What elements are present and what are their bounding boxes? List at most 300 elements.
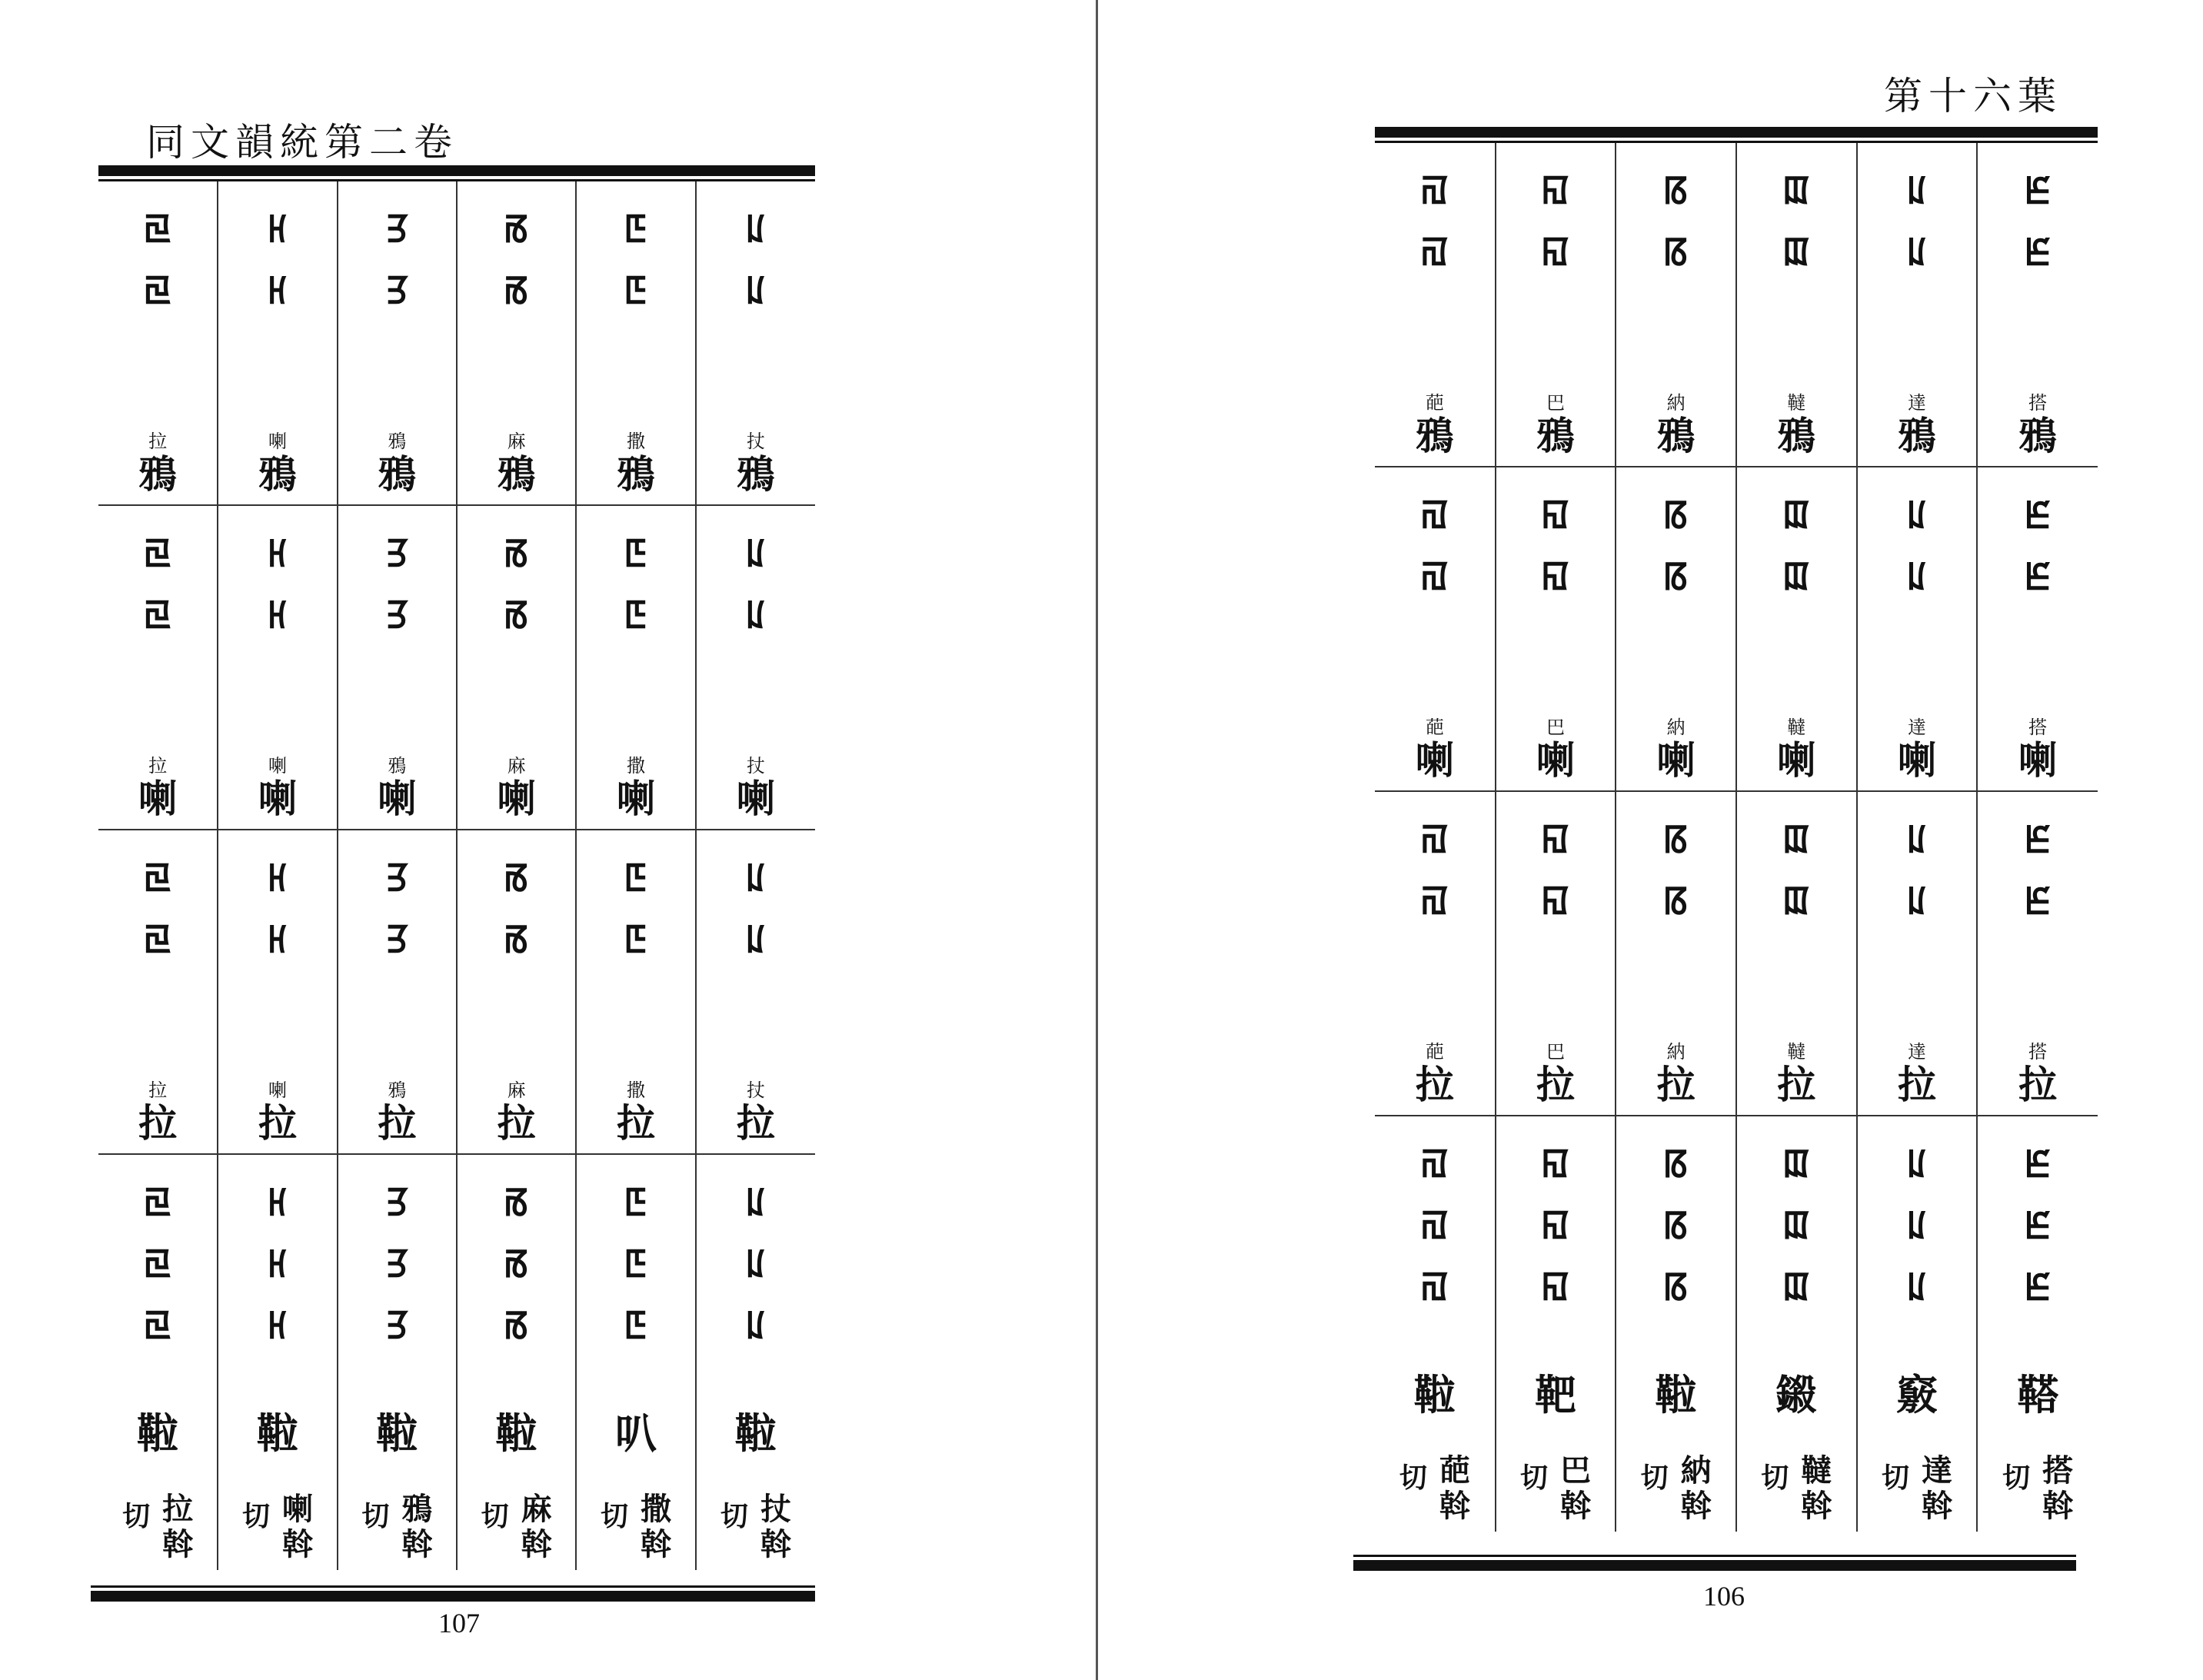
grid-row: [1375, 791, 2098, 1116]
gloss-initial: 鴉: [388, 431, 407, 452]
phagspa-glyph: ꡊ: [746, 206, 766, 249]
script-glyph: ꡘ: [268, 1241, 288, 1284]
gloss-initial: 拉: [148, 755, 168, 777]
manchu-glyph: ꡊ: [746, 917, 766, 960]
script-glyph: ꡋ: [1663, 1203, 1689, 1246]
grid-cell: [696, 1154, 815, 1570]
gloss-initial: 扙: [746, 431, 765, 452]
phagspa-glyph: ꡈ: [2025, 817, 2051, 860]
gloss-syllable: 喇: [497, 776, 536, 821]
qie-label: 切: [600, 1500, 628, 1532]
gloss-syllable: 喇: [258, 776, 297, 821]
phagspa-glyph: ꡙ: [144, 206, 172, 249]
fanqie-char: 斡: [1921, 1488, 1952, 1524]
grid-cell: [1375, 791, 1496, 1116]
gloss-initial: 達: [1907, 1041, 1926, 1063]
composite-character: 鞡: [734, 1409, 777, 1458]
manchu-glyph: ꡙ: [144, 268, 172, 311]
gloss-initial: 扙: [746, 1080, 765, 1101]
manchu-glyph: ꡊ: [1907, 229, 1927, 272]
gloss-initial: 鴉: [388, 1080, 407, 1101]
grid-row: [1375, 143, 2098, 467]
gloss-syllable: 拉: [1415, 1062, 1454, 1107]
gloss-syllable: 喇: [2018, 737, 2058, 783]
grid-cell: [1977, 143, 2098, 467]
phagspa-glyph: ꡊ: [1907, 168, 1927, 211]
manchu-glyph: ꡈ: [2025, 229, 2051, 272]
gloss-initial: 搭: [2028, 392, 2048, 414]
grid-cell: [1496, 791, 1616, 1116]
manchu-glyph: ꡇ: [624, 268, 647, 311]
gloss-syllable: 拉: [1536, 1062, 1575, 1107]
gloss-initial: 葩: [1425, 1041, 1444, 1063]
manchu-glyph: ꡌ: [1420, 878, 1449, 921]
fanqie-char: 斡: [1439, 1488, 1470, 1524]
fanqie-char: 斡: [401, 1526, 433, 1562]
gloss-syllable: 拉: [736, 1100, 775, 1146]
grid-cell: [98, 830, 218, 1154]
gloss-syllable: 鴉: [2018, 413, 2058, 458]
composite-character: 靶: [1534, 1370, 1576, 1419]
fanqie-annotation: [218, 1492, 336, 1562]
phagspa-glyph: ꡎ: [1541, 817, 1570, 860]
phagspa-glyph: ꡋ: [1663, 168, 1689, 211]
gloss-initial: 撒: [626, 755, 645, 777]
gloss-syllable: 拉: [497, 1100, 536, 1146]
script-glyph: ꡗ: [386, 1241, 408, 1284]
grid-row: [98, 830, 815, 1154]
composite-character: 鎩: [1775, 1370, 1818, 1419]
script-glyph: ꡈ: [2025, 1264, 2051, 1307]
composite-character: 鞡: [1413, 1370, 1456, 1419]
script-glyph: ꡎ: [1541, 1264, 1570, 1307]
qie-label: 切: [361, 1500, 390, 1532]
gloss-syllable: 喇: [1415, 737, 1454, 783]
manchu-glyph: ꡘ: [268, 268, 288, 311]
fanqie-char: 扙: [760, 1491, 791, 1527]
grid-row: [98, 1154, 815, 1570]
gloss-initial: 葩: [1425, 392, 1444, 414]
bottom-rule: [91, 1585, 815, 1602]
manchu-glyph: ꡉ: [1782, 229, 1810, 272]
syllable-table: [1375, 127, 2098, 1532]
phagspa-glyph: ꡋ: [1663, 492, 1689, 535]
script-glyph: ꡘ: [268, 1302, 288, 1346]
manchu-glyph: ꡌ: [1420, 554, 1449, 597]
phagspa-glyph: ꡉ: [1782, 492, 1810, 535]
gloss-initial: 麻: [507, 755, 526, 777]
manchu-glyph: ꡏ: [504, 592, 529, 635]
gloss-initial: 撒: [626, 431, 645, 452]
gloss-syllable: 喇: [616, 776, 655, 821]
script-glyph: ꡘ: [268, 1179, 288, 1223]
phagspa-glyph: ꡘ: [268, 206, 288, 249]
manchu-glyph: ꡏ: [504, 268, 529, 311]
grid-cell: [218, 830, 337, 1154]
script-glyph: ꡙ: [144, 1179, 172, 1223]
manchu-glyph: ꡈ: [2025, 878, 2051, 921]
script-glyph: ꡊ: [1907, 1141, 1927, 1184]
qie-label: 切: [1761, 1462, 1789, 1494]
gloss-syllable: 喇: [1536, 737, 1575, 783]
manchu-glyph: ꡈ: [2025, 554, 2051, 597]
gloss-syllable: 拉: [1897, 1062, 1936, 1107]
manchu-glyph: ꡏ: [504, 917, 529, 960]
manchu-glyph: ꡋ: [1663, 878, 1689, 921]
phagspa-glyph: ꡈ: [2025, 492, 2051, 535]
fanqie-char: 葩: [1439, 1452, 1470, 1489]
syllable-table: [98, 165, 815, 1570]
phagspa-glyph: ꡇ: [624, 531, 647, 574]
grid-cell: [576, 1154, 695, 1570]
gloss-initial: 巴: [1546, 1041, 1565, 1063]
page-number: 106: [1703, 1581, 1745, 1612]
syllable-grid: [98, 181, 815, 1570]
grid-cell: [338, 181, 457, 505]
script-glyph: ꡌ: [1420, 1203, 1449, 1246]
phagspa-glyph: ꡏ: [504, 531, 529, 574]
grid-cell: [457, 505, 576, 830]
fanqie-annotation: [1858, 1453, 1977, 1524]
phagspa-glyph: ꡉ: [1782, 168, 1810, 211]
manchu-glyph: ꡎ: [1541, 554, 1570, 597]
grid-row: [1375, 1116, 2098, 1532]
script-glyph: ꡊ: [1907, 1264, 1927, 1307]
phagspa-glyph: ꡌ: [1420, 817, 1449, 860]
grid-row: [98, 181, 815, 505]
gloss-syllable: 喇: [1656, 737, 1696, 783]
fanqie-annotation: [98, 1492, 217, 1562]
script-glyph: ꡊ: [746, 1241, 766, 1284]
grid-cell: [1977, 1116, 2098, 1532]
script-glyph: ꡉ: [1782, 1264, 1810, 1307]
script-glyph: ꡏ: [504, 1302, 529, 1346]
grid-cell: [1736, 143, 1857, 467]
qie-label: 切: [1640, 1462, 1669, 1494]
composite-character: 鞡: [376, 1409, 418, 1458]
gloss-initial: 達: [1907, 392, 1926, 414]
grid-cell: [338, 1154, 457, 1570]
composite-character: 鞡: [256, 1409, 298, 1458]
fanqie-char: 斡: [2042, 1488, 2074, 1524]
gloss-syllable: 鴉: [1897, 413, 1936, 458]
left-page: [77, 0, 830, 1680]
manchu-glyph: ꡘ: [268, 592, 288, 635]
grid-cell: [1857, 467, 1978, 791]
gloss-syllable: 鴉: [1536, 413, 1575, 458]
grid-cell: [1496, 143, 1616, 467]
manchu-glyph: ꡘ: [268, 917, 288, 960]
grid-cell: [1496, 467, 1616, 791]
composite-character: 鞳: [2017, 1370, 2059, 1419]
script-glyph: ꡇ: [624, 1179, 647, 1223]
grid-cell: [98, 505, 218, 830]
grid-cell: [218, 505, 337, 830]
gloss-syllable: 喇: [736, 776, 775, 821]
phagspa-glyph: ꡏ: [504, 206, 529, 249]
gloss-syllable: 鴉: [616, 451, 655, 497]
gloss-syllable: 拉: [1656, 1062, 1696, 1107]
grid-cell: [1616, 143, 1736, 467]
right-page: [1353, 0, 2115, 1680]
grid-cell: [457, 1154, 576, 1570]
manchu-glyph: ꡊ: [746, 268, 766, 311]
grid-cell: [1977, 791, 2098, 1116]
script-glyph: ꡎ: [1541, 1141, 1570, 1184]
composite-character: 鞡: [1655, 1370, 1697, 1419]
gloss-initial: 喇: [268, 1080, 287, 1101]
fanqie-annotation: [1978, 1453, 2098, 1524]
manchu-glyph: ꡇ: [624, 592, 647, 635]
script-glyph: ꡈ: [2025, 1141, 2051, 1184]
gloss-syllable: 喇: [378, 776, 417, 821]
manchu-glyph: ꡎ: [1541, 878, 1570, 921]
script-glyph: ꡇ: [624, 1241, 647, 1284]
manchu-glyph: ꡉ: [1782, 554, 1810, 597]
manchu-glyph: ꡋ: [1663, 554, 1689, 597]
grid-cell: [576, 505, 695, 830]
qie-label: 切: [122, 1500, 151, 1532]
qie-label: 切: [1881, 1462, 1909, 1494]
qie-label: 切: [2002, 1462, 2031, 1494]
grid-cell: [457, 830, 576, 1154]
gloss-syllable: 喇: [1897, 737, 1936, 783]
grid-cell: [1616, 791, 1736, 1116]
phagspa-glyph: ꡉ: [1782, 817, 1810, 860]
gloss-initial: 韃: [1787, 717, 1806, 738]
qie-label: 切: [720, 1500, 748, 1532]
phagspa-glyph: ꡗ: [386, 206, 408, 249]
gloss-initial: 扙: [746, 755, 765, 777]
phagspa-glyph: ꡏ: [504, 855, 529, 898]
composite-character: 叭: [614, 1409, 657, 1458]
fanqie-annotation: [577, 1492, 694, 1562]
gloss-initial: 達: [1907, 717, 1926, 738]
phagspa-glyph: ꡋ: [1663, 817, 1689, 860]
grid-cell: [1375, 143, 1496, 467]
phagspa-glyph: ꡇ: [624, 206, 647, 249]
script-glyph: ꡙ: [144, 1302, 172, 1346]
grid-cell: [696, 181, 815, 505]
phagspa-glyph: ꡌ: [1420, 492, 1449, 535]
gloss-initial: 鴉: [388, 755, 407, 777]
qie-label: 切: [1399, 1462, 1427, 1494]
phagspa-glyph: ꡊ: [746, 531, 766, 574]
script-glyph: ꡊ: [746, 1302, 766, 1346]
script-glyph: ꡌ: [1420, 1141, 1449, 1184]
script-glyph: ꡉ: [1782, 1203, 1810, 1246]
fanqie-char: 巴: [1559, 1452, 1591, 1489]
composite-character: 竅: [1895, 1370, 1938, 1419]
fanqie-annotation: [1496, 1453, 1616, 1524]
grid-cell: [1375, 1116, 1496, 1532]
manchu-glyph: ꡉ: [1782, 878, 1810, 921]
fanqie-char: 斡: [1801, 1488, 1832, 1524]
fanqie-char: 韃: [1801, 1452, 1832, 1489]
gloss-initial: 麻: [507, 431, 526, 452]
gloss-syllable: 鴉: [378, 451, 417, 497]
gloss-initial: 喇: [268, 755, 287, 777]
gloss-initial: 拉: [148, 431, 168, 452]
gloss-syllable: 鴉: [1656, 413, 1696, 458]
gloss-syllable: 喇: [138, 776, 178, 821]
gloss-syllable: 拉: [258, 1100, 297, 1146]
script-glyph: ꡗ: [386, 1179, 408, 1223]
gloss-syllable: 鴉: [736, 451, 775, 497]
phagspa-glyph: ꡗ: [386, 531, 408, 574]
grid-cell: [1616, 1116, 1736, 1532]
page-header: 同文韻統第二卷: [146, 120, 458, 165]
phagspa-glyph: ꡘ: [268, 531, 288, 574]
gloss-initial: 巴: [1546, 717, 1565, 738]
grid-cell: [576, 830, 695, 1154]
syllable-grid: [1375, 143, 2098, 1532]
grid-cell: [1375, 467, 1496, 791]
fanqie-char: 麻: [521, 1491, 552, 1527]
grid-cell: [218, 181, 337, 505]
gloss-initial: 納: [1666, 1041, 1686, 1063]
grid-row: [98, 505, 815, 830]
script-glyph: ꡇ: [624, 1302, 647, 1346]
gloss-initial: 納: [1666, 392, 1686, 414]
qie-label: 切: [1519, 1462, 1548, 1494]
page-header: 第十六葉: [1884, 74, 2062, 118]
fanqie-char: 斡: [1559, 1488, 1591, 1524]
grid-cell: [218, 1154, 337, 1570]
grid-cell: [696, 505, 815, 830]
gloss-syllable: 鴉: [1777, 413, 1816, 458]
manchu-glyph: ꡊ: [1907, 554, 1927, 597]
phagspa-glyph: ꡘ: [268, 855, 288, 898]
grid-cell: [696, 830, 815, 1154]
phagspa-glyph: ꡙ: [144, 531, 172, 574]
grid-row: [1375, 467, 2098, 791]
gloss-syllable: 拉: [2018, 1062, 2058, 1107]
script-glyph: ꡋ: [1663, 1264, 1689, 1307]
fanqie-annotation: [1737, 1453, 1856, 1524]
gloss-initial: 搭: [2028, 717, 2048, 738]
grid-cell: [1496, 1116, 1616, 1532]
phagspa-glyph: ꡎ: [1541, 168, 1570, 211]
grid-cell: [1857, 143, 1978, 467]
fanqie-char: 斡: [1680, 1488, 1712, 1524]
gloss-initial: 納: [1666, 717, 1686, 738]
fanqie-char: 達: [1921, 1452, 1952, 1489]
script-glyph: ꡏ: [504, 1241, 529, 1284]
qie-label: 切: [481, 1500, 509, 1532]
gloss-initial: 喇: [268, 431, 287, 452]
script-glyph: ꡋ: [1663, 1141, 1689, 1184]
grid-cell: [98, 1154, 218, 1570]
script-glyph: ꡉ: [1782, 1141, 1810, 1184]
grid-cell: [1736, 791, 1857, 1116]
fanqie-char: 搭: [2042, 1452, 2074, 1489]
phagspa-glyph: ꡊ: [746, 855, 766, 898]
manchu-glyph: ꡗ: [386, 268, 408, 311]
book-spine: [1096, 0, 1098, 1680]
top-rule: [1375, 127, 2098, 138]
gloss-syllable: 鴉: [258, 451, 297, 497]
gloss-initial: 搭: [2028, 1041, 2048, 1063]
gloss-syllable: 鴉: [497, 451, 536, 497]
grid-cell: [1736, 1116, 1857, 1532]
composite-character: 鞡: [495, 1409, 537, 1458]
grid-cell: [1857, 1116, 1978, 1532]
fanqie-annotation: [1616, 1453, 1735, 1524]
phagspa-glyph: ꡗ: [386, 855, 408, 898]
script-glyph: ꡏ: [504, 1179, 529, 1223]
grid-cell: [98, 181, 218, 505]
grid-cell: [1857, 791, 1978, 1116]
phagspa-glyph: ꡙ: [144, 855, 172, 898]
gloss-initial: 拉: [148, 1080, 168, 1101]
fanqie-annotation: [338, 1492, 456, 1562]
fanqie-char: 斡: [760, 1526, 791, 1562]
grid-cell: [1616, 467, 1736, 791]
grid-cell: [338, 830, 457, 1154]
composite-character: 鞡: [137, 1409, 179, 1458]
page-number: 107: [438, 1608, 480, 1638]
script-glyph: ꡌ: [1420, 1264, 1449, 1307]
gloss-initial: 麻: [507, 1080, 526, 1101]
fanqie-char: 斡: [521, 1526, 552, 1562]
fanqie-char: 拉: [162, 1491, 194, 1527]
top-rule: [98, 165, 815, 176]
fanqie-char: 納: [1680, 1452, 1712, 1489]
gloss-syllable: 拉: [378, 1100, 417, 1146]
grid-cell: [457, 181, 576, 505]
manchu-glyph: ꡙ: [144, 592, 172, 635]
script-glyph: ꡊ: [1907, 1203, 1927, 1246]
fanqie-char: 斡: [162, 1526, 194, 1562]
grid-cell: [1977, 467, 2098, 791]
gloss-initial: 巴: [1546, 392, 1565, 414]
phagspa-glyph: ꡊ: [1907, 492, 1927, 535]
gloss-initial: 撒: [626, 1080, 645, 1101]
script-glyph: ꡈ: [2025, 1203, 2051, 1246]
manchu-glyph: ꡊ: [1907, 878, 1927, 921]
fanqie-annotation: [697, 1492, 815, 1562]
qie-label: 切: [241, 1500, 270, 1532]
script-glyph: ꡗ: [386, 1302, 408, 1346]
gloss-initial: 葩: [1425, 717, 1444, 738]
gloss-syllable: 鴉: [1415, 413, 1454, 458]
fanqie-char: 喇: [282, 1491, 313, 1527]
script-glyph: ꡙ: [144, 1241, 172, 1284]
manchu-glyph: ꡌ: [1420, 229, 1449, 272]
gloss-initial: 韃: [1787, 392, 1806, 414]
script-glyph: ꡊ: [746, 1179, 766, 1223]
fanqie-annotation: [458, 1492, 575, 1562]
phagspa-glyph: ꡎ: [1541, 492, 1570, 535]
fanqie-char: 撒: [640, 1491, 671, 1527]
manchu-glyph: ꡗ: [386, 592, 408, 635]
fanqie-char: 鴉: [401, 1491, 433, 1527]
manchu-glyph: ꡇ: [624, 917, 647, 960]
script-glyph: ꡎ: [1541, 1203, 1570, 1246]
grid-cell: [576, 181, 695, 505]
gloss-syllable: 喇: [1777, 737, 1816, 783]
phagspa-glyph: ꡇ: [624, 855, 647, 898]
manchu-glyph: ꡗ: [386, 917, 408, 960]
grid-cell: [338, 505, 457, 830]
fanqie-char: 斡: [640, 1526, 671, 1562]
phagspa-glyph: ꡈ: [2025, 168, 2051, 211]
fanqie-char: 斡: [282, 1526, 313, 1562]
bottom-rule: [1353, 1555, 2076, 1571]
manchu-glyph: ꡎ: [1541, 229, 1570, 272]
gloss-initial: 韃: [1787, 1041, 1806, 1063]
